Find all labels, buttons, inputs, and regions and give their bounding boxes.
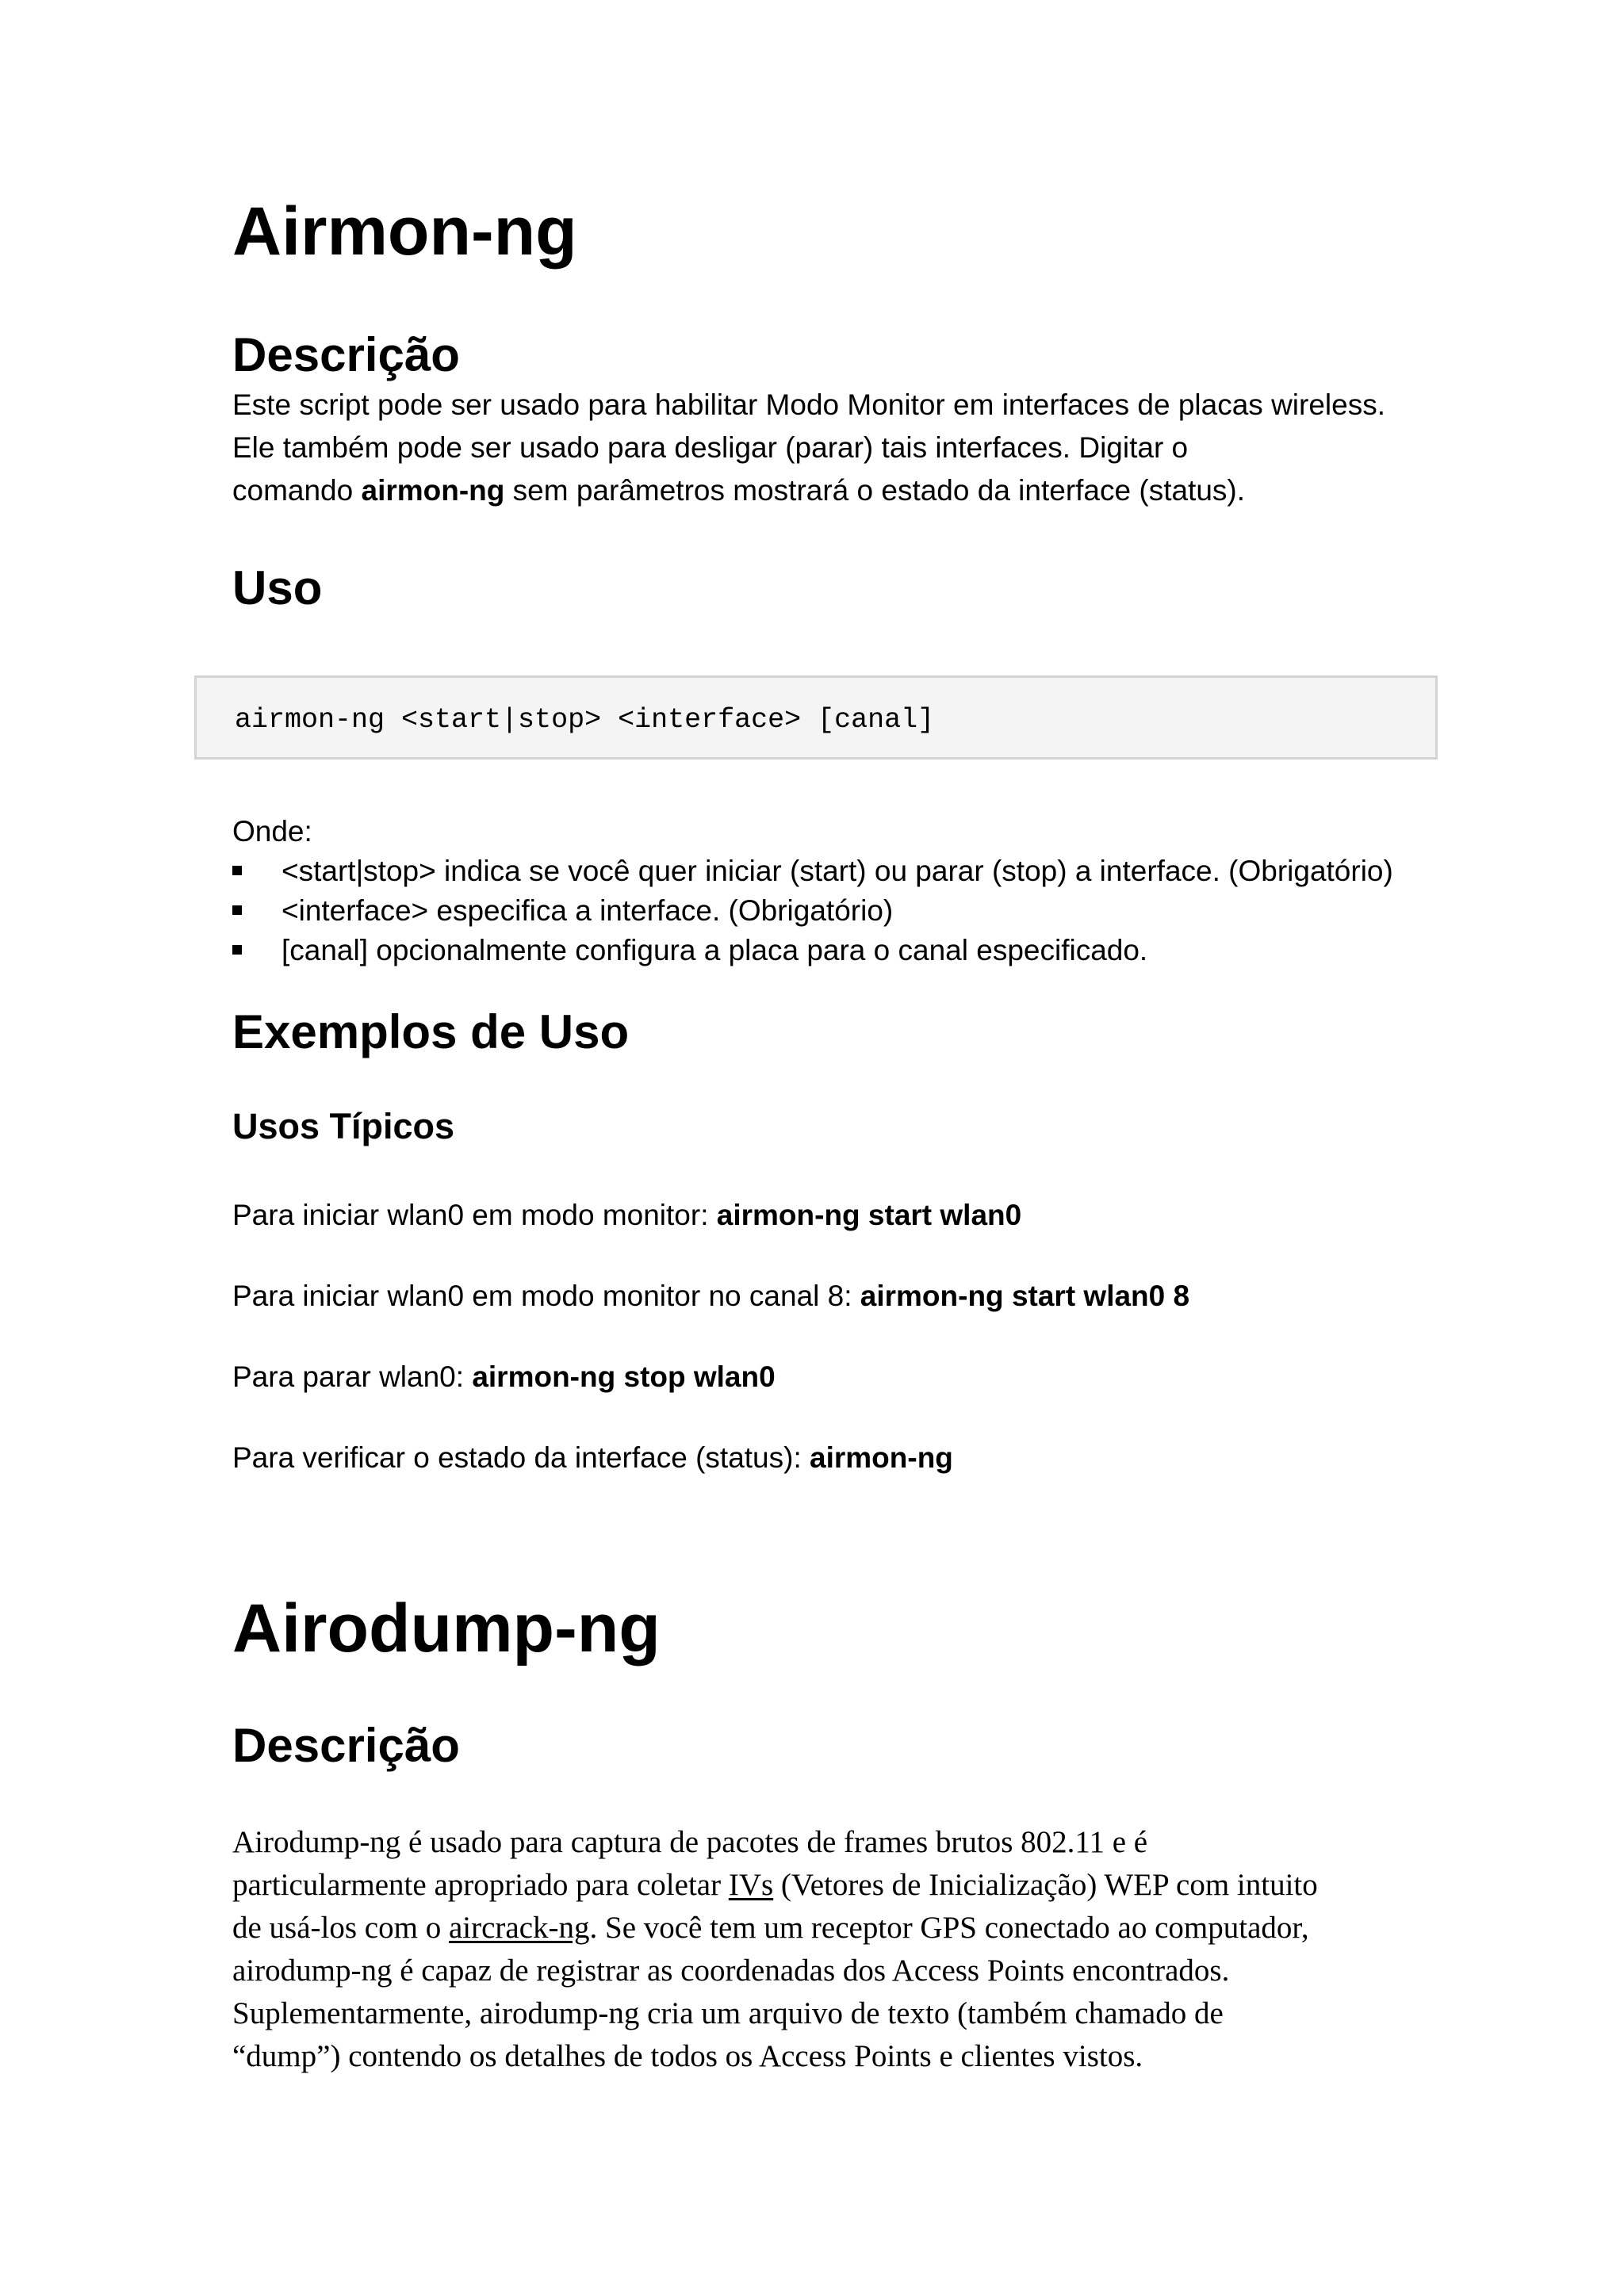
airodump-line-3-pre: de usá-los com o xyxy=(232,1911,449,1945)
section-heading-descricao: Descrição xyxy=(232,328,460,381)
example-command: airmon-ng xyxy=(810,1441,953,1474)
airodump-description-line-1: Airodump-ng é usado para captura de pacotes de frames brutos 802.11 e é xyxy=(232,1825,1148,1859)
example-command: airmon-ng start wlan0 8 xyxy=(860,1280,1190,1312)
section-heading-exemplos: Exemplos de Uso xyxy=(232,1005,630,1058)
ivs-link[interactable]: IVs xyxy=(728,1868,774,1902)
where-label: Onde: xyxy=(232,815,312,848)
example-text: Para parar wlan0: xyxy=(232,1360,473,1393)
square-bullet-icon xyxy=(232,905,242,915)
description-line-3-pre: comando xyxy=(232,474,362,507)
page-title-airmon: Airmon-ng xyxy=(232,193,577,270)
page-title-airodump: Airodump-ng xyxy=(232,1590,661,1667)
airodump-line-3-post: . Se você tem um receptor GPS conectado ao computador, xyxy=(589,1911,1309,1945)
section-heading-descricao-airodump: Descrição xyxy=(232,1719,460,1772)
airodump-description-line-3 xyxy=(232,1907,1309,1950)
example-text: Para verificar o estado da interface (status): xyxy=(232,1441,810,1474)
description-line-1: Este script pode ser usado para habilitar Modo Monitor em interfaces de placas wireless. xyxy=(232,388,1385,421)
airodump-description-line-6: “dump”) contendo os detalhes de todos os Access Points e clientes vistos. xyxy=(232,2039,1143,2073)
example-text: Para iniciar wlan0 em modo monitor: xyxy=(232,1199,717,1231)
inline-command: airmon-ng xyxy=(361,474,505,507)
usage-syntax: airmon-ng <start|stop> <interface> [canal] xyxy=(235,704,935,736)
section-heading-uso: Uso xyxy=(232,561,323,614)
description-line-2: Ele também pode ser usado para desligar (parar) tais interfaces. Digitar o xyxy=(232,431,1189,464)
list-item-text: [canal] opcionalmente configura a placa para o canal especificado. xyxy=(282,934,1148,966)
example-line xyxy=(232,1194,1021,1237)
list-item-text: <interface> especifica a interface. (Obrigatório) xyxy=(282,894,894,927)
description-line-3-post: sem parâmetros mostrará o estado da interface (status). xyxy=(504,474,1246,507)
example-command: airmon-ng stop wlan0 xyxy=(472,1360,776,1393)
square-bullet-icon xyxy=(232,866,242,875)
example-line xyxy=(232,1356,776,1399)
aircrack-ng-link[interactable]: aircrack-ng xyxy=(448,1911,590,1945)
description-line-3 xyxy=(232,469,1245,512)
list-item-text: <start|stop> indica se você quer iniciar (start) ou parar (stop) a interface. (Obrigatório) xyxy=(282,855,1393,887)
code-block xyxy=(194,675,1438,760)
example-line xyxy=(232,1275,1189,1318)
subsection-heading-usos-tipicos: Usos Típicos xyxy=(232,1106,455,1146)
airodump-description-line-5: Suplementarmente, airodump-ng cria um arquivo de texto (também chamado de xyxy=(232,1996,1224,2030)
square-bullet-icon xyxy=(232,945,242,955)
airodump-line-2-post: (Vetores de Inicialização) WEP com intuito xyxy=(773,1868,1318,1902)
airodump-description-line-2 xyxy=(232,1864,1318,1907)
example-line xyxy=(232,1437,953,1479)
airodump-line-2-pre: particularmente apropriado para coletar xyxy=(232,1868,729,1902)
example-command: airmon-ng start wlan0 xyxy=(716,1199,1022,1231)
example-text: Para iniciar wlan0 em modo monitor no canal 8: xyxy=(232,1280,860,1312)
airodump-description-line-4: airodump-ng é capaz de registrar as coordenadas dos Access Points encontrados. xyxy=(232,1954,1230,1988)
